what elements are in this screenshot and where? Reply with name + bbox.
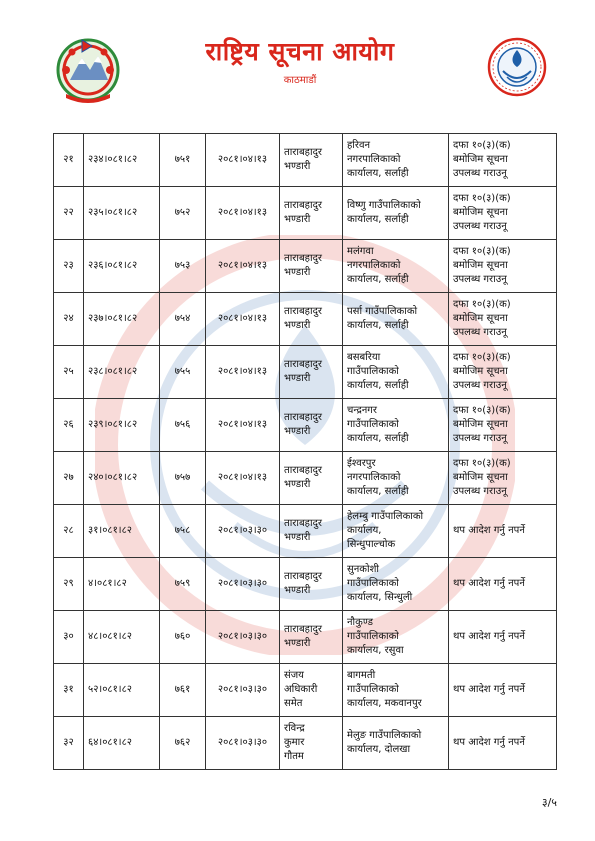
decision-text-line: थप आदेश गर्नु नपर्ने bbox=[453, 737, 525, 748]
registration-number-cell: २३८।०८१।८२ bbox=[84, 346, 160, 399]
respondent-office-line: हरिवन bbox=[347, 140, 371, 151]
decision-text-line: उपलब्ध गराउनू bbox=[453, 433, 507, 444]
table-row bbox=[54, 346, 557, 399]
decision-date-cell: २०८१।०३।३० bbox=[206, 717, 280, 770]
respondent-office-line: चन्द्रनगर bbox=[347, 405, 378, 416]
nepal-emblem-icon bbox=[52, 30, 124, 108]
respondent-office-cell bbox=[343, 558, 449, 611]
table-row bbox=[54, 293, 557, 346]
decision-text-line: बमोजिम सूचना bbox=[453, 472, 508, 483]
decision-text-cell bbox=[449, 664, 557, 717]
decision-text-line: दफा १०(३)(क) bbox=[453, 193, 511, 204]
decisions-table bbox=[53, 133, 557, 770]
respondent-office-line: नगरपालिकाको bbox=[347, 472, 401, 483]
respondent-office-line: कार्यालय, मकवानपुर bbox=[347, 698, 422, 709]
decision-text-line: दफा १०(३)(क) bbox=[453, 405, 511, 416]
respondent-office-cell bbox=[343, 346, 449, 399]
applicant-name-line: भण्डारी bbox=[284, 479, 311, 490]
applicant-name-cell bbox=[280, 187, 343, 240]
registration-number-cell: २३५।०८१।८२ bbox=[84, 187, 160, 240]
applicant-name-line: भण्डारी bbox=[284, 638, 311, 649]
decision-number-cell: ७५६ bbox=[160, 399, 206, 452]
applicant-name-cell bbox=[280, 558, 343, 611]
table-row bbox=[54, 611, 557, 664]
table-row bbox=[54, 240, 557, 293]
registration-number-cell: ३१।०८१।८२ bbox=[84, 505, 160, 558]
applicant-name-line: ताराबहादुर bbox=[284, 359, 322, 370]
respondent-office-line: नौकुण्ड bbox=[347, 617, 373, 628]
decision-text-cell bbox=[449, 558, 557, 611]
decision-text-line: बमोजिम सूचना bbox=[453, 154, 508, 165]
respondent-office-line: गाउँपालिकाको bbox=[347, 366, 399, 377]
serial-number-cell: २५ bbox=[54, 346, 84, 399]
respondent-office-cell bbox=[343, 293, 449, 346]
decision-date-cell: २०८१।०३।३० bbox=[206, 664, 280, 717]
decision-date-cell: २०८१।०३।३० bbox=[206, 558, 280, 611]
decision-text-line: बमोजिम सूचना bbox=[453, 313, 508, 324]
decision-date-cell: २०८१।०४।१३ bbox=[206, 240, 280, 293]
decision-text-cell bbox=[449, 717, 557, 770]
registration-number-cell: ४८।०८१।८२ bbox=[84, 611, 160, 664]
applicant-name-line: संजय bbox=[284, 670, 304, 681]
applicant-name-cell bbox=[280, 134, 343, 187]
table-row bbox=[54, 399, 557, 452]
applicant-name-cell bbox=[280, 293, 343, 346]
commission-seal-icon bbox=[487, 37, 547, 97]
respondent-office-line: कार्यालय, सर्लाही bbox=[347, 320, 409, 331]
respondent-office-line: ईश्वरपुर bbox=[347, 458, 376, 469]
decision-text-line: उपलब्ध गराउनू bbox=[453, 168, 507, 179]
respondent-office-line: गाउँपालिकाको bbox=[347, 578, 399, 589]
registration-number-cell: ५२।०८१।८२ bbox=[84, 664, 160, 717]
registration-number-cell: २३४।०८१।८२ bbox=[84, 134, 160, 187]
decision-date-cell: २०८१।०३।३० bbox=[206, 611, 280, 664]
applicant-name-line: ताराबहादुर bbox=[284, 200, 322, 211]
applicant-name-line: गौतम bbox=[284, 751, 304, 762]
serial-number-cell: २७ bbox=[54, 452, 84, 505]
respondent-office-cell bbox=[343, 717, 449, 770]
decision-date-cell: २०८१।०३।३० bbox=[206, 505, 280, 558]
decision-text-line: बमोजिम सूचना bbox=[453, 260, 508, 271]
letterhead bbox=[0, 0, 595, 120]
respondent-office-line: नगरपालिकाको bbox=[347, 260, 401, 271]
table-row bbox=[54, 558, 557, 611]
decision-date-cell: २०८१।०४।१३ bbox=[206, 346, 280, 399]
applicant-name-line: अधिकारी bbox=[284, 684, 318, 695]
decision-text-line: उपलब्ध गराउनू bbox=[453, 380, 507, 391]
page-number: ३/५ bbox=[541, 796, 557, 809]
respondent-office-line: सुनकोशी bbox=[347, 564, 379, 575]
organization-city: काठमाडौं bbox=[283, 75, 317, 86]
serial-number-cell: ३२ bbox=[54, 717, 84, 770]
respondent-office-line: सिन्धुपाल्चोक bbox=[347, 539, 396, 550]
decision-text-line: बमोजिम सूचना bbox=[453, 366, 508, 377]
table-body bbox=[54, 134, 557, 770]
respondent-office-line: कार्यालय, सर्लाही bbox=[347, 433, 409, 444]
applicant-name-line: ताराबहादुर bbox=[284, 465, 322, 476]
applicant-name-line: ताराबहादुर bbox=[284, 147, 322, 158]
registration-number-cell: ४।०८१।८२ bbox=[84, 558, 160, 611]
decision-number-cell: ७६२ bbox=[160, 717, 206, 770]
respondent-office-cell bbox=[343, 505, 449, 558]
applicant-name-line: कुमार bbox=[284, 737, 305, 748]
table-row bbox=[54, 134, 557, 187]
decision-number-cell: ७५१ bbox=[160, 134, 206, 187]
applicant-name-line: ताराबहादुर bbox=[284, 412, 322, 423]
decision-date-cell: २०८१।०४।१३ bbox=[206, 187, 280, 240]
decision-number-cell: ७५८ bbox=[160, 505, 206, 558]
decision-text-line: थप आदेश गर्नु नपर्ने bbox=[453, 631, 525, 642]
applicant-name-cell bbox=[280, 611, 343, 664]
decision-number-cell: ७५५ bbox=[160, 346, 206, 399]
respondent-office-line: कार्यालय, सर्लाही bbox=[347, 486, 409, 497]
decision-text-cell bbox=[449, 134, 557, 187]
decision-text-line: थप आदेश गर्नु नपर्ने bbox=[453, 578, 525, 589]
registration-number-cell: २३६।०८१।८२ bbox=[84, 240, 160, 293]
table-row bbox=[54, 505, 557, 558]
applicant-name-cell bbox=[280, 240, 343, 293]
table-row bbox=[54, 452, 557, 505]
respondent-office-line: गाउँपालिकाको bbox=[347, 631, 399, 642]
decision-text-line: दफा १०(३)(क) bbox=[453, 458, 511, 469]
registration-number-cell: २३९।०८१।८२ bbox=[84, 399, 160, 452]
decision-number-cell: ७५३ bbox=[160, 240, 206, 293]
decision-text-line: थप आदेश गर्नु नपर्ने bbox=[453, 684, 525, 695]
respondent-office-cell bbox=[343, 399, 449, 452]
decision-text-cell bbox=[449, 346, 557, 399]
decision-text-cell bbox=[449, 611, 557, 664]
decision-text-line: उपलब्ध गराउनू bbox=[453, 327, 507, 338]
respondent-office-cell bbox=[343, 134, 449, 187]
serial-number-cell: २९ bbox=[54, 558, 84, 611]
respondent-office-cell bbox=[343, 187, 449, 240]
registration-number-cell: २३७।०८१।८२ bbox=[84, 293, 160, 346]
respondent-office-line: कार्यालय, दोलखा bbox=[347, 744, 411, 755]
decision-text-line: थप आदेश गर्नु नपर्ने bbox=[453, 525, 525, 536]
applicant-name-line: भण्डारी bbox=[284, 161, 311, 172]
applicant-name-cell bbox=[280, 346, 343, 399]
respondent-office-line: नगरपालिकाको bbox=[347, 154, 401, 165]
decision-text-line: दफा १०(३)(क) bbox=[453, 299, 511, 310]
decision-number-cell: ७६१ bbox=[160, 664, 206, 717]
decision-text-cell bbox=[449, 240, 557, 293]
organization-title: राष्ट्रिय सूचना आयोग bbox=[205, 37, 395, 66]
respondent-office-cell bbox=[343, 240, 449, 293]
applicant-name-cell bbox=[280, 505, 343, 558]
respondent-office-line: मलंगवा bbox=[347, 246, 374, 257]
serial-number-cell: २६ bbox=[54, 399, 84, 452]
respondent-office-line: कार्यालय, सर्लाही bbox=[347, 214, 409, 225]
respondent-office-line: गाउँपालिकाको bbox=[347, 419, 399, 430]
applicant-name-cell bbox=[280, 717, 343, 770]
applicant-name-line: भण्डारी bbox=[284, 426, 311, 437]
respondent-office-line: पर्सा गाउँपालिकाको bbox=[347, 306, 418, 317]
respondent-office-line: बसबरिया bbox=[347, 352, 381, 363]
serial-number-cell: २८ bbox=[54, 505, 84, 558]
decision-text-cell bbox=[449, 399, 557, 452]
serial-number-cell: २१ bbox=[54, 134, 84, 187]
respondent-office-line: विष्णु गाउँपालिकाको bbox=[347, 200, 421, 211]
decision-date-cell: २०८१।०४।१३ bbox=[206, 134, 280, 187]
respondent-office-cell bbox=[343, 664, 449, 717]
respondent-office-line: कार्यालय, bbox=[347, 525, 382, 536]
serial-number-cell: २२ bbox=[54, 187, 84, 240]
decision-number-cell: ७५२ bbox=[160, 187, 206, 240]
decision-text-line: उपलब्ध गराउनू bbox=[453, 221, 507, 232]
applicant-name-line: भण्डारी bbox=[284, 267, 311, 278]
respondent-office-cell bbox=[343, 611, 449, 664]
respondent-office-line: कार्यालय, रसुवा bbox=[347, 645, 404, 656]
decision-text-cell bbox=[449, 505, 557, 558]
serial-number-cell: ३० bbox=[54, 611, 84, 664]
serial-number-cell: २४ bbox=[54, 293, 84, 346]
decision-text-line: बमोजिम सूचना bbox=[453, 419, 508, 430]
applicant-name-line: रविन्द्र bbox=[284, 723, 305, 734]
applicant-name-line: ताराबहादुर bbox=[284, 624, 322, 635]
decision-text-line: बमोजिम सूचना bbox=[453, 207, 508, 218]
applicant-name-line: भण्डारी bbox=[284, 532, 311, 543]
decision-text-cell bbox=[449, 293, 557, 346]
decision-number-cell: ७५७ bbox=[160, 452, 206, 505]
respondent-office-line: मेलुङ गाउँपालिकाको bbox=[347, 730, 422, 741]
respondent-office-line: हेलम्बु गाउँपालिकाको bbox=[347, 511, 424, 522]
decision-text-cell bbox=[449, 452, 557, 505]
applicant-name-line: ताराबहादुर bbox=[284, 571, 322, 582]
applicant-name-line: ताराबहादुर bbox=[284, 518, 322, 529]
applicant-name-line: भण्डारी bbox=[284, 214, 311, 225]
table-row bbox=[54, 187, 557, 240]
decision-text-line: उपलब्ध गराउनू bbox=[453, 486, 507, 497]
respondent-office-cell bbox=[343, 452, 449, 505]
table-row bbox=[54, 664, 557, 717]
decision-date-cell: २०८१।०४।१३ bbox=[206, 452, 280, 505]
respondent-office-line: गाउँपालिकाको bbox=[347, 684, 399, 695]
applicant-name-line: ताराबहादुर bbox=[284, 253, 322, 264]
applicant-name-line: समेत bbox=[284, 698, 303, 709]
applicant-name-line: भण्डारी bbox=[284, 373, 311, 384]
table-row bbox=[54, 717, 557, 770]
applicant-name-cell bbox=[280, 399, 343, 452]
registration-number-cell: २४०।०८१।८२ bbox=[84, 452, 160, 505]
decision-number-cell: ७५९ bbox=[160, 558, 206, 611]
respondent-office-line: कार्यालय, सर्लाही bbox=[347, 168, 409, 179]
serial-number-cell: ३१ bbox=[54, 664, 84, 717]
respondent-office-line: कार्यालय, सर्लाही bbox=[347, 274, 409, 285]
decision-number-cell: ७६० bbox=[160, 611, 206, 664]
registration-number-cell: ६४।०८१।८२ bbox=[84, 717, 160, 770]
applicant-name-line: भण्डारी bbox=[284, 320, 311, 331]
decision-text-line: दफा १०(३)(क) bbox=[453, 352, 511, 363]
applicant-name-cell bbox=[280, 664, 343, 717]
respondent-office-line: कार्यालय, सिन्धुली bbox=[347, 592, 413, 603]
decision-text-line: दफा १०(३)(क) bbox=[453, 140, 511, 151]
decision-number-cell: ७५४ bbox=[160, 293, 206, 346]
applicant-name-line: भण्डारी bbox=[284, 585, 311, 596]
decision-date-cell: २०८१।०४।१३ bbox=[206, 399, 280, 452]
respondent-office-line: बागमती bbox=[347, 670, 376, 681]
decision-text-cell bbox=[449, 187, 557, 240]
decision-text-line: उपलब्ध गराउनू bbox=[453, 274, 507, 285]
decision-text-line: दफा १०(३)(क) bbox=[453, 246, 511, 257]
serial-number-cell: २३ bbox=[54, 240, 84, 293]
applicant-name-line: ताराबहादुर bbox=[284, 306, 322, 317]
respondent-office-line: कार्यालय, सर्लाही bbox=[347, 380, 409, 391]
decision-date-cell: २०८१।०४।१३ bbox=[206, 293, 280, 346]
applicant-name-cell bbox=[280, 452, 343, 505]
